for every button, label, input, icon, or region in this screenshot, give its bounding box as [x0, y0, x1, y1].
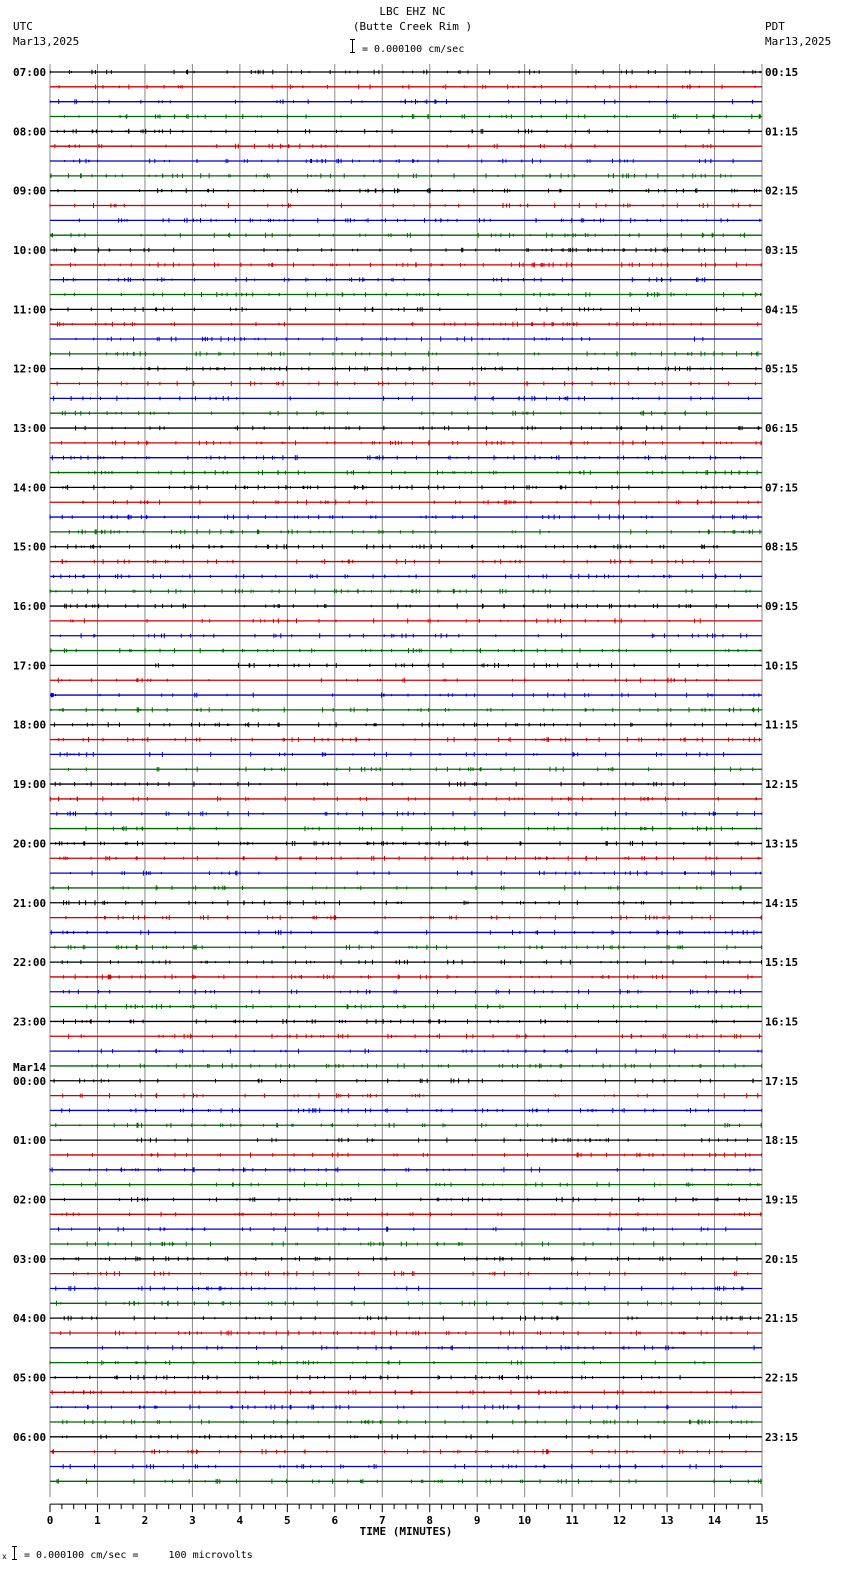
pdt-hour-label: 10:15: [765, 659, 799, 673]
left-date-label: Mar13,2025: [13, 35, 80, 48]
x-tick-label: 2: [141, 1514, 149, 1528]
utc-hour-label: 09:00: [13, 184, 47, 198]
utc-hour-label: 01:00: [13, 1134, 47, 1148]
scale-label: = 0.000100 cm/sec: [362, 44, 465, 55]
station-title: LBC EHZ NC: [379, 5, 446, 18]
x-tick-label: 4: [236, 1514, 244, 1528]
utc-hour-label: 02:00: [13, 1193, 47, 1207]
utc-hour-label: 17:00: [13, 659, 47, 673]
utc-hour-label: 08:00: [13, 125, 47, 139]
x-tick-label: 7: [378, 1514, 386, 1528]
footer-scale-label: = 0.000100 cm/sec = 100 microvolts: [24, 1550, 253, 1561]
x-tick-label: 15: [755, 1514, 769, 1528]
pdt-hour-label: 23:15: [765, 1430, 799, 1444]
pdt-hour-label: 06:15: [765, 422, 799, 436]
x-tick-label: 3: [189, 1514, 196, 1528]
pdt-hour-label: 09:15: [765, 600, 799, 614]
utc-hour-label: 03:00: [13, 1252, 47, 1266]
pdt-hour-label: 14:15: [765, 896, 799, 910]
utc-hour-label: 15:00: [13, 540, 47, 554]
utc-hour-label: 07:00: [13, 66, 47, 79]
pdt-hour-label: 12:15: [765, 778, 799, 792]
utc-hour-label: 23:00: [13, 1015, 47, 1029]
utc-hour-label: 04:00: [13, 1312, 47, 1326]
pdt-hour-label: 16:15: [765, 1015, 799, 1029]
x-tick-label: 1: [94, 1514, 101, 1528]
pdt-hour-label: 19:15: [765, 1193, 799, 1207]
x-axis-title: TIME (MINUTES): [359, 1525, 453, 1539]
utc-hour-label: 05:00: [13, 1371, 47, 1385]
pdt-hour-label: 00:15: [765, 66, 799, 79]
pdt-hour-label: 08:15: [765, 540, 799, 554]
utc-hour-label: 11:00: [13, 303, 47, 317]
right-timezone-label: PDT: [765, 20, 785, 33]
pdt-hour-label: 13:15: [765, 837, 799, 851]
utc-hour-label: 12:00: [13, 362, 47, 376]
utc-hour-label: 10:00: [13, 244, 47, 258]
x-tick-label: 6: [331, 1514, 339, 1528]
pdt-hour-label: 01:15: [765, 125, 799, 139]
x-tick-label: 13: [660, 1514, 674, 1528]
utc-hour-label: 20:00: [13, 837, 47, 851]
pdt-hour-label: 04:15: [765, 303, 799, 317]
right-date-label: Mar13,2025: [765, 35, 832, 48]
utc-hour-label: 13:00: [13, 422, 47, 436]
pdt-hour-label: 11:15: [765, 718, 799, 732]
utc-hour-label: 22:00: [13, 956, 47, 970]
x-tick-label: 5: [284, 1514, 291, 1528]
x-tick-label: 14: [707, 1514, 722, 1528]
pdt-hour-label: 20:15: [765, 1252, 799, 1266]
x-tick-label: 10: [518, 1514, 532, 1528]
utc-hour-label: 18:00: [13, 718, 47, 732]
pdt-hour-label: 18:15: [765, 1134, 799, 1148]
utc-hour-label: 16:00: [13, 600, 47, 614]
x-tick-label: 8: [426, 1514, 434, 1528]
left-timezone-label: UTC: [13, 20, 33, 33]
x-tick-label: 0: [46, 1514, 54, 1528]
utc-hour-label: 21:00: [13, 896, 47, 910]
pdt-hour-label: 15:15: [765, 956, 799, 970]
x-tick-label: 9: [473, 1514, 481, 1528]
pdt-hour-label: 07:15: [765, 481, 799, 495]
x-tick-label: 12: [612, 1514, 627, 1528]
pdt-hour-label: 03:15: [765, 244, 799, 258]
utc-hour-label: 14:00: [13, 481, 47, 495]
utc-hour-label: 19:00: [13, 778, 47, 792]
pdt-hour-label: 02:15: [765, 184, 799, 198]
footer-x-mark: x: [2, 1552, 7, 1561]
date-change-label: Mar14: [13, 1060, 47, 1074]
site-subtitle: (Butte Creek Rim ): [352, 20, 473, 33]
pdt-hour-label: 21:15: [765, 1312, 799, 1326]
x-tick-label: 11: [565, 1514, 579, 1528]
pdt-hour-label: 05:15: [765, 362, 799, 376]
utc-hour-label: 06:00: [13, 1430, 47, 1444]
utc-hour-label: 00:00: [13, 1074, 47, 1088]
pdt-hour-label: 22:15: [765, 1371, 799, 1385]
pdt-hour-label: 17:15: [765, 1074, 799, 1088]
